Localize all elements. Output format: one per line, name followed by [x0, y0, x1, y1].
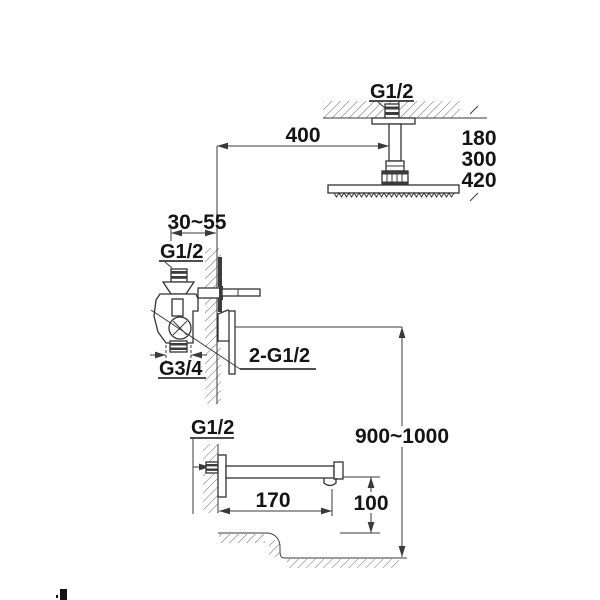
valve-top-connector [171, 269, 187, 282]
wall-hatch-bottom [203, 444, 218, 513]
mixer-valve-assembly [150, 211, 402, 404]
spout-flange [218, 455, 226, 497]
ball-joint [382, 171, 408, 185]
valve-cartridge-slot [172, 299, 183, 316]
shower-head-plate [328, 185, 459, 193]
drop-length-180: 180 [461, 127, 497, 150]
ceiling-shower-assembly [217, 81, 497, 248]
valve-neck [163, 282, 194, 294]
tub-corner-hatch [269, 540, 280, 557]
handle-lever [222, 289, 260, 296]
drop-pipe [389, 124, 401, 161]
spout-thread-label: G1/2 [191, 417, 235, 439]
floor-hatch [287, 559, 399, 568]
inwall-pipe-stub [206, 462, 218, 473]
dim-height-text: 900~1000 [354, 425, 450, 448]
ceiling-connector-icon [385, 104, 399, 118]
ceiling-flange [372, 118, 415, 124]
dim-100-text: 100 [353, 492, 389, 515]
valve-top-thread-label: G1/2 [160, 241, 204, 263]
drop-length-420: 420 [461, 169, 497, 192]
valve-wall-pipe [198, 288, 221, 298]
wall-thread-label: 2-G1/2 [249, 345, 311, 367]
tub-rim-hatch [219, 534, 265, 543]
drop-length-300: 300 [461, 148, 497, 171]
inwall-box-upper [218, 257, 222, 287]
dim-wall-depth-text: 30~55 [167, 211, 227, 234]
dim-400-text: 400 [285, 124, 321, 147]
ceiling-thread-label: G1/2 [370, 81, 414, 103]
pipe-nut [386, 161, 404, 171]
tick-head [470, 193, 478, 201]
spout-body [226, 466, 334, 478]
logo-mark-fragment [56, 589, 67, 600]
spout-tip [334, 462, 343, 479]
height-dimension [355, 327, 449, 557]
inwall-box-lower [218, 298, 222, 312]
valve-bottom-thread-label: G3/4 [159, 358, 203, 380]
valve-bottom-connector [170, 341, 187, 352]
tick-ceiling [470, 106, 478, 114]
dim-170-text: 170 [255, 489, 291, 512]
